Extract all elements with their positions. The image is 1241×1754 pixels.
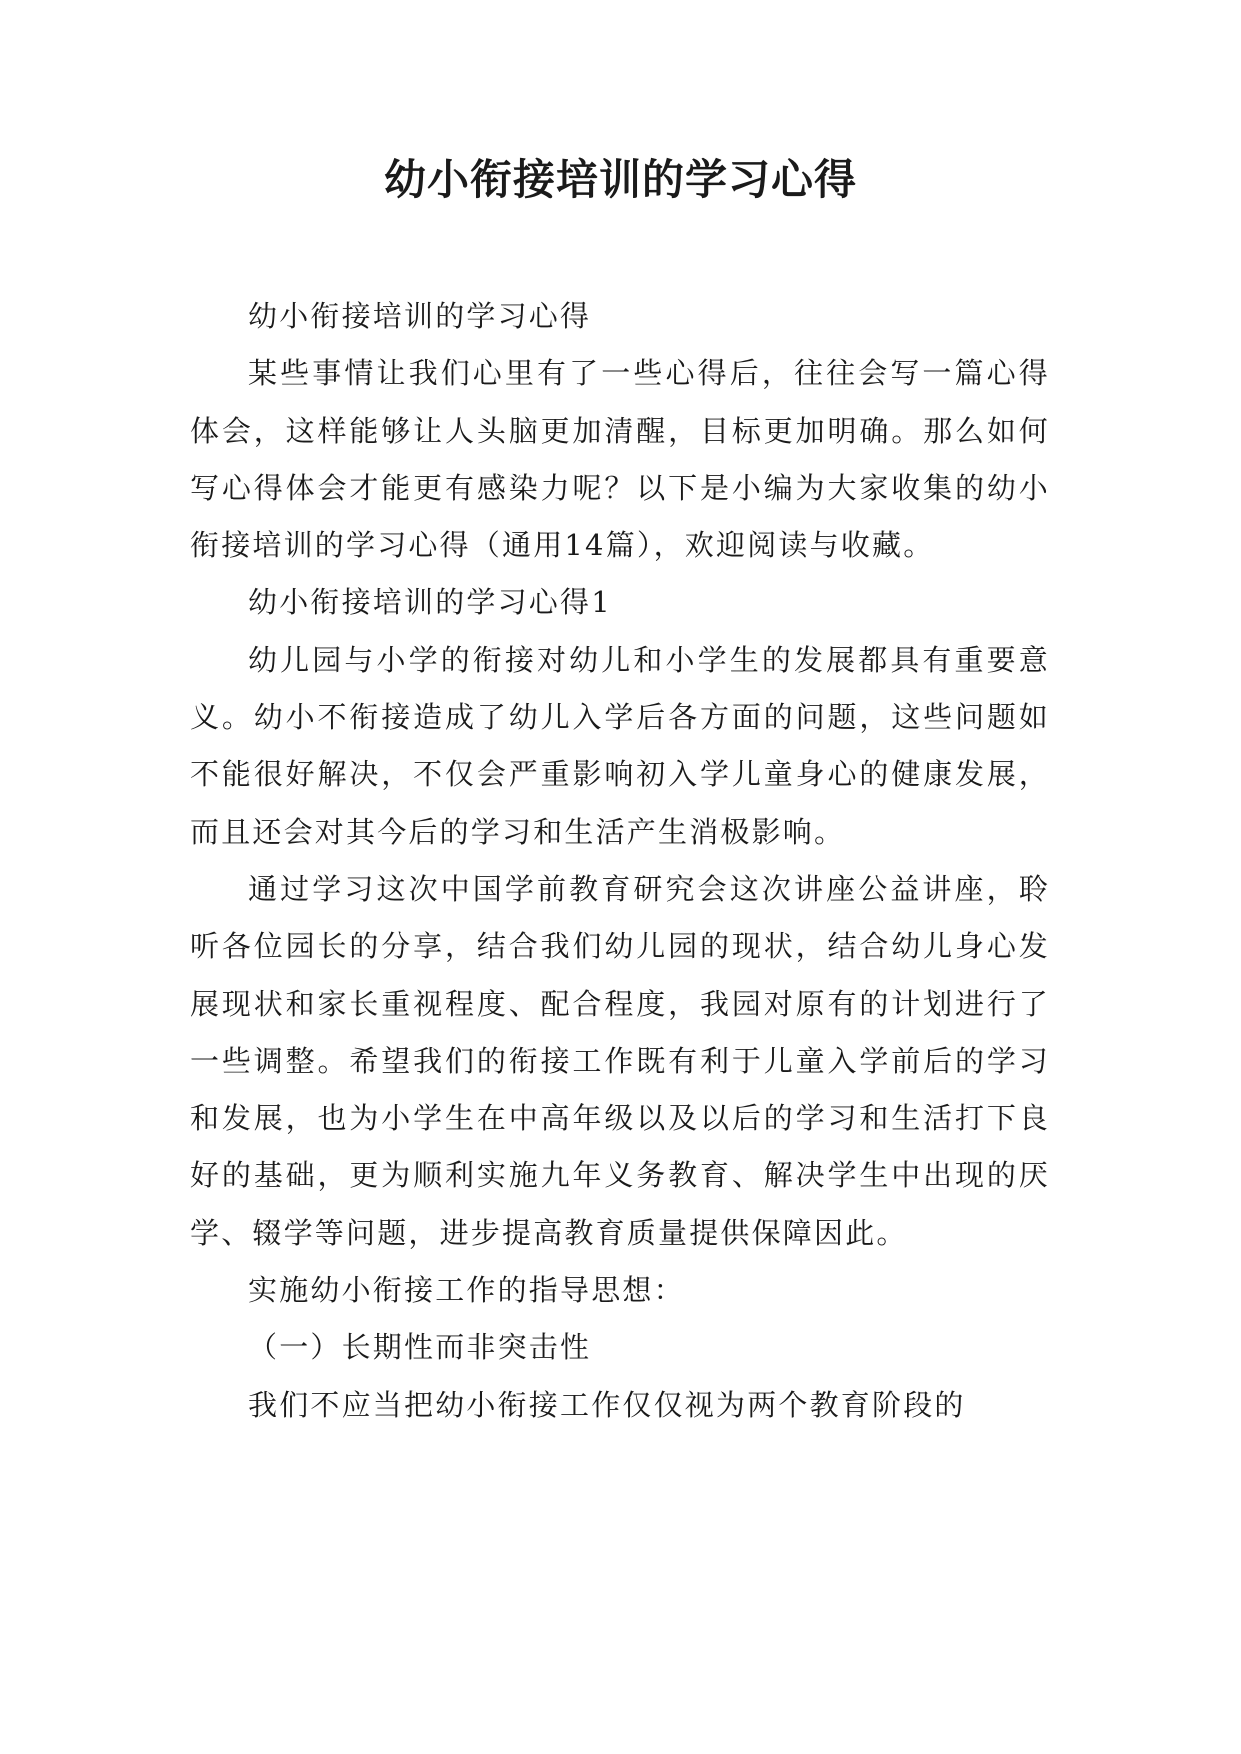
paragraph-heading: 实施幼小衔接工作的指导思想：: [248, 1273, 685, 1308]
document-body: [190, 288, 1050, 1434]
paragraph-body: 通过学习这次中国学前教育研究会这次讲座公益讲座，聆听各位园长的分享，结合我们幼儿园的现状，结合幼儿身心发展现状和家长重视程度、配合程度，我园对原有的计划进行了一些调整。希望我们的衔接工作既有利于儿童入学前后的学习和发展，也为小学生在中高年级以及以后的学习和生活打下良好的基础，更为顺利实施九年义务教育、解决学生中出现的厌学、辍学等问题，进步提高教育质量提供保障因此。: [190, 871, 1050, 1250]
paragraph-body: 幼儿园与小学的衔接对幼儿和小学生的发展都具有重要意义。幼小不衔接造成了幼儿入学后各方面的问题，这些问题如不能很好解决，不仅会严重影响初入学儿童身心的健康发展，而且还会对其今后的学习和生活产生消极影响。: [190, 642, 1050, 849]
paragraph-section-heading: 幼小衔接培训的学习心得1: [248, 585, 612, 620]
document-title: 幼小衔接培训的学习心得: [383, 155, 857, 204]
paragraph-subtitle: 幼小衔接培训的学习心得: [248, 299, 592, 333]
paragraph-body: 我们不应当把幼小衔接工作仅仅视为两个教育阶段的: [248, 1387, 966, 1422]
paragraph-intro: 某些事情让我们心里有了一些心得后，往往会写一篇心得体会，这样能够让人头脑更加清醒，目标更加明确。那么如何写心得体会才能更有感染力呢？以下是小编为大家收集的幼小衔接培训的学习心得（通用14篇），欢迎阅读与收藏。: [190, 356, 1050, 563]
paragraph-subheading: （一）长期性而非突击性: [248, 1330, 592, 1365]
